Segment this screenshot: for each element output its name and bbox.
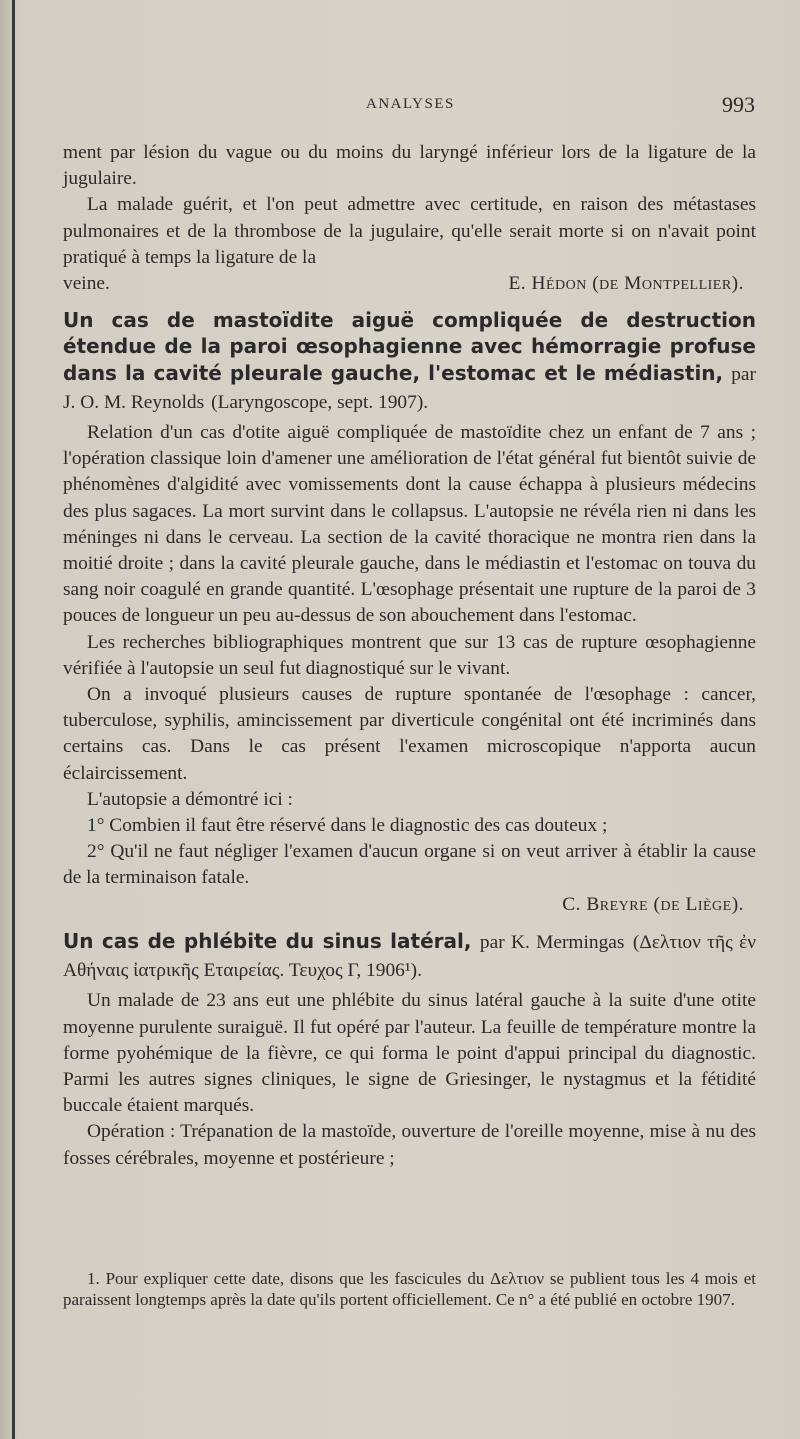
article-author: par J. O. M. Reynolds: [63, 363, 756, 413]
paragraph: Un malade de 23 ans eut une phlébite du sinus latéral gauche à la suite d'une otite moyenne purulente suraiguë. Il fut opéré par l'auteur. La feuille de température montre la forme pyohémique de la fièvre, ce qui forma le point d'appui principal du diagnostic. Parmi les autres signes cliniques, le signe de Griesinger, le nystagmus et la fétidité buccale étaient marqués.: [63, 990, 756, 1117]
paragraph-end: veine.: [63, 273, 110, 295]
body-text: [63, 140, 756, 1172]
paragraph: Opération : Trépanation de la mastoïde, ouverture de l'oreille moyenne, mise à nu des fosses cérébrales, moyenne et postérieure ;: [63, 1121, 756, 1169]
page-number: 993: [722, 92, 755, 117]
paragraph: Les recherches bibliographiques montrent que sur 13 cas de rupture œsophagienne vérifiée à l'autopsie un seul fut diagnostiqué sur le vivant.: [63, 631, 756, 679]
signature-line: [63, 271, 756, 297]
page-header: [0, 92, 800, 122]
paragraph: Relation d'un cas d'otite aiguë compliquée de mastoïdite chez un enfant de 7 ans ; l'opération classique loin d'amener une amélioration de l'état général fut bientôt suivie de phénomènes d'algidité avec vomissements dont la cause échappa à plusieurs médecins des plus sagaces. La mort survint dans le collapsus. L'autopsie ne révéla rien ni dans les méninges ni dans le cerveau. La section de la cavité thoracique ne montra rien dans la moitié droite ; dans la cavité pleurale gauche, dans le médiastin et l'estomac on touva du sang noir coagulé en grande quantité. L'œsophage présentait une rupture de la paroi de 3 pouces de longueur un peu au-dessus de son abouchement dans l'estomac.: [63, 422, 756, 627]
article-title-text: Un cas de mastoïdite aiguë compliquée de destruction étendue de la paroi œsophagienne avec hémorragie profuse dans la cavité pleurale gauche, l'estomac et le médiastin,: [63, 308, 756, 385]
paragraph: On a invoqué plusieurs causes de rupture spontanée de l'œsophage : cancer, tuberculose, syphilis, amincissement par diverticule congénital ont été incriminés dans certains cas. Dans le cas présent l'examen microscopique n'apporta aucun éclaircissement.: [63, 684, 756, 784]
list-item: 2° Qu'il ne faut négliger l'examen d'aucun organe si on veut arriver à établir la cause de la terminaison fatale.: [63, 841, 756, 889]
article-author: par K. Mermingas: [479, 931, 625, 953]
author-signature: C. Breyre (de Liège).: [562, 893, 744, 915]
footnote: 1. Pour expliquer cette date, disons que les fascicules du Δελτιον se publient tous les 4 mois et paraissent longtemps après la date qu'ils portent officiellement. Ce n° a été publié en octobre 1907.: [63, 1269, 756, 1309]
article-title: [63, 307, 756, 416]
paragraph: La malade guérit, et l'on peut admettre avec certitude, en raison des métastases pulmonaires et de la thrombose de la jugulaire, qu'elle serait morte si on n'avait point pratiqué à temps la ligature de la: [63, 194, 756, 268]
author-signature: E. Hédon (de Montpellier).: [508, 273, 744, 295]
article-title-text: Un cas de phlébite du sinus latéral,: [63, 928, 472, 953]
article-title: [63, 928, 756, 984]
article-source: (Laryngoscope, sept. 1907).: [211, 391, 429, 413]
binding-edge: [12, 0, 15, 1439]
article-source: (Δελτιον τῆς ἐν Αθήναις ἰατρικῆς Εταιρείας. Τευχος Γ, 1906¹).: [63, 931, 756, 982]
paragraph: ment par lésion du vague ou du moins du laryngé inférieur lors de la ligature de la jugulaire.: [63, 142, 756, 190]
list-item: 1° Combien il faut être réservé dans le diagnostic des cas douteux ;: [87, 815, 608, 837]
running-head: ANALYSES: [366, 96, 455, 112]
paragraph: L'autopsie a démontré ici :: [87, 788, 293, 810]
